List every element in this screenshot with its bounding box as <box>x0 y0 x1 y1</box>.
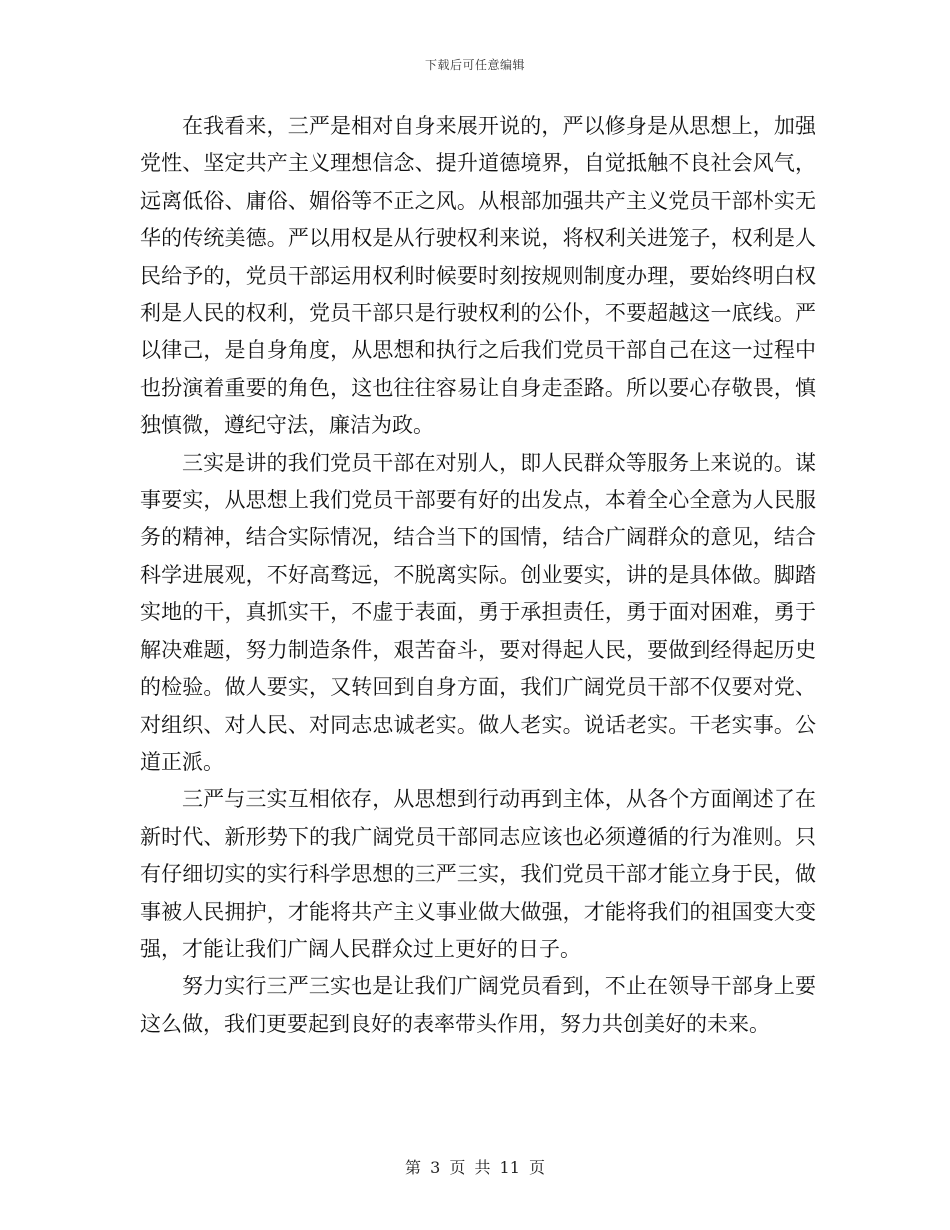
page-number-footer: 第 3 页 共 11 页 <box>405 1158 545 1177</box>
document-body <box>140 108 816 1043</box>
paragraph-3: 三严与三实互相依存，从思想到行动再到主体，从各个方面阐述了在新时代、新形势下的我广阔党员干部同志应该也必须遵循的行为准则。只有仔细切实的实行科学思想的三严三实，我们党员干部才能立身于民，做事被人民拥护，才能将共产主义事业做大做强，才能将我们的祖国变大变强，才能让我们广阔人民群众过上更好的日子。 <box>140 787 816 961</box>
paragraph-2: 三实是讲的我们党员干部在对别人，即人民群众等服务上来说的。谋事要实，从思想上我们党员干部要有好的出发点，本着全心全意为人民服务的精神，结合实际情况，结合当下的国情，结合广阔群众的意见，结合科学进展观，不好高骛远，不脱离实际。创业要实，讲的是具体做。脚踏实地的干，真抓实干，不虚于表面，勇于承担责任，勇于面对困难，勇于解决难题，努力制造条件，艰苦奋斗，要对得起人民，要做到经得起历史的检验。做人要实，又转回到自身方面，我们广阔党员干部不仅要对党、对组织、对人民、对同志忠诚老实。做人老实。说话老实。干老实事。公道正派。 <box>140 450 816 774</box>
paragraph-1: 在我看来，三严是相对自身来展开说的，严以修身是从思想上，加强党性、坚定共产主义理想信念、提升道德境界，自觉抵触不良社会风气，远离低俗、庸俗、媚俗等不正之风。从根部加强共产主义党员干部朴实无华的传统美德。严以用权是从行驶权利来说，将权利关进笼子，权利是人民给予的，党员干部运用权利时候要时刻按规则制度办理，要始终明白权利是人民的权利，党员干部只是行驶权利的公仆，不要超越这一底线。严以律己，是自身角度，从思想和执行之后我们党员干部自己在这一过程中也扮演着重要的角色，这也往往容易让自身走歪路。所以要心存敬畏，慎独慎微，遵纪守法，廉洁为政。 <box>140 114 816 438</box>
paragraph-4: 努力实行三严三实也是让我们广阔党员看到，不止在领导干部身上要这么做，我们更要起到良好的表率带头作用，努力共创美好的未来。 <box>140 974 816 1036</box>
page-header: 下载后可任意编辑 <box>424 58 525 72</box>
